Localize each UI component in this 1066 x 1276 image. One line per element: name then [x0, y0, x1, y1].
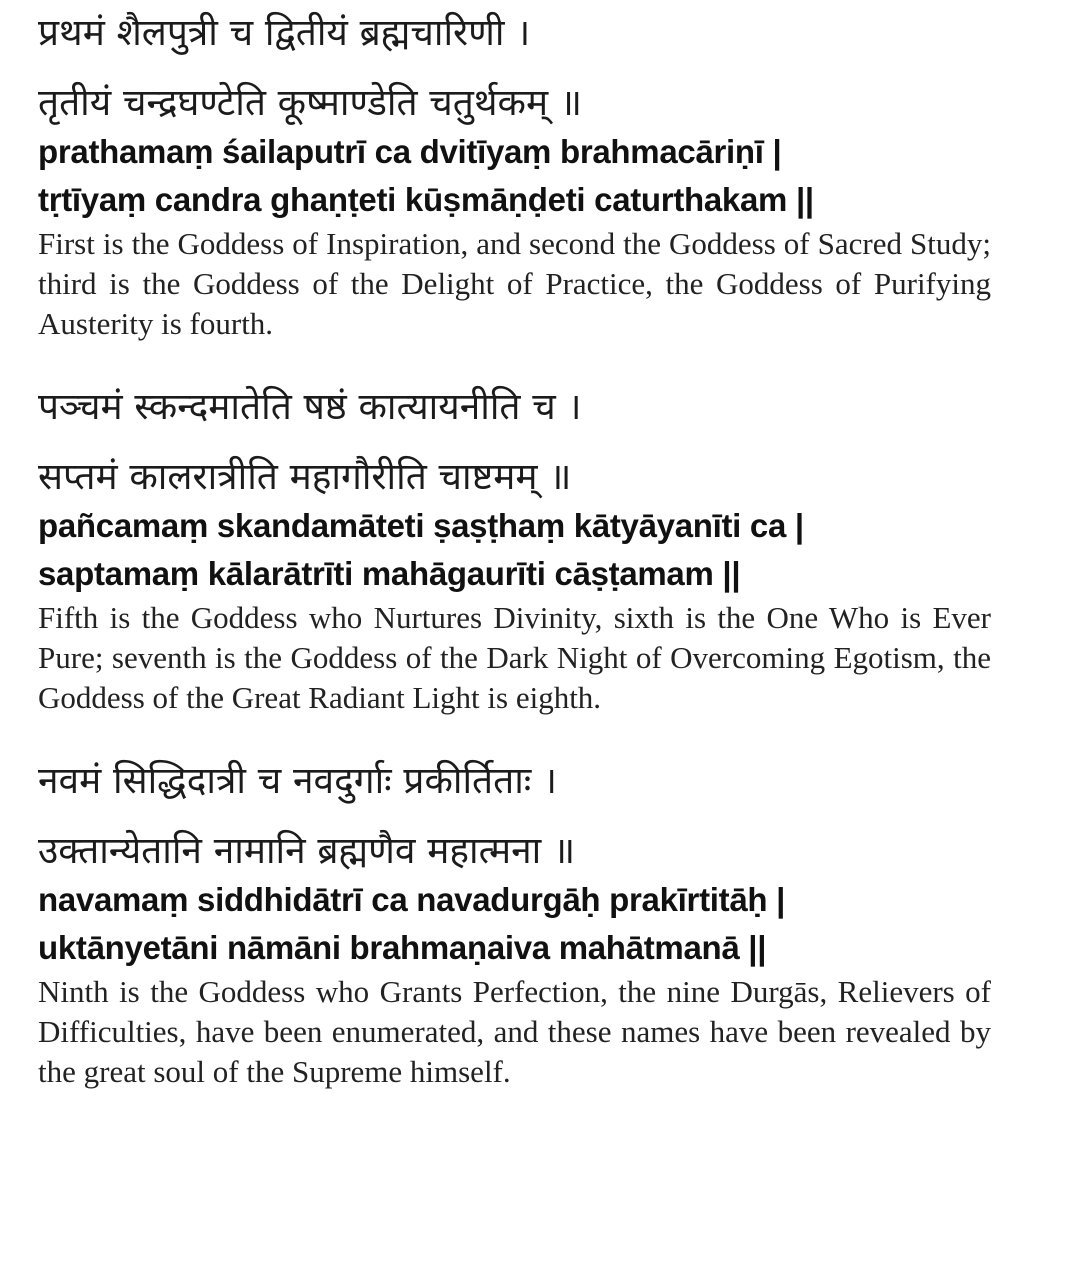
verse-block-2	[38, 384, 998, 718]
verse-block-1	[38, 10, 998, 344]
devanagari-line: प्रथमं शैलपुत्री च द्वितीयं ब्रह्मचारिणी ।	[38, 11, 531, 54]
verse-block-3	[38, 758, 998, 1092]
devanagari-verse	[38, 10, 998, 126]
translation-paragraph: Ninth is the Goddess who Grants Perfection, the nine Durgās, Relievers of Difficulties, have been enumerated, and these names have been revealed by the great soul of the Supreme himself.	[38, 974, 991, 1089]
devanagari-line: सप्तमं कालरात्रीति महागौरीति चाष्टमम् ॥	[38, 455, 572, 498]
devanagari-verse	[38, 384, 998, 500]
devanagari-line: तृतीयं चन्द्रघण्टेति कूष्माण्डेति चतुर्थकम् ॥	[38, 81, 582, 124]
transliteration-line: pañcamaṃ skandamāteti ṣaṣṭhaṃ kātyāyanīti ca |	[38, 507, 804, 544]
transliteration-line: uktānyetāni nāmāni brahmaṇaiva mahātmanā ||	[38, 929, 767, 966]
transliteration-line: saptamaṃ kālarātrīti mahāgaurīti cāṣṭamam ||	[38, 555, 741, 592]
devanagari-line: उक्तान्येतानि नामानि ब्रह्मणैव महात्मना ॥	[38, 829, 576, 872]
transliteration-line: tṛtīyaṃ candra ghaṇṭeti kūṣmāṇḍeti caturthakam ||	[38, 181, 814, 218]
translation-paragraph: First is the Goddess of Inspiration, and second the Goddess of Sacred Study; third is the Goddess of the Delight of Practice, the Goddess of Purifying Austerity is fourth.	[38, 226, 991, 341]
devanagari-verse	[38, 758, 998, 874]
devanagari-line: नवमं सिद्धिदात्री च नवदुर्गाः प्रकीर्तिताः ।	[38, 759, 558, 802]
document-page	[38, 10, 998, 1092]
transliteration-line: navamaṃ siddhidātrī ca navadurgāḥ prakīrtitāḥ |	[38, 881, 786, 918]
translation-paragraph: Fifth is the Goddess who Nurtures Divinity, sixth is the One Who is Ever Pure; seventh is the Goddess of the Dark Night of Overcoming Egotism, the Goddess of the Great Radiant Light is eighth.	[38, 600, 991, 715]
devanagari-line: पञ्चमं स्कन्दमातेति षष्ठं कात्यायनीति च ।	[38, 385, 582, 428]
transliteration-line: prathamaṃ śailaputrī ca dvitīyaṃ brahmacāriṇī |	[38, 133, 782, 170]
